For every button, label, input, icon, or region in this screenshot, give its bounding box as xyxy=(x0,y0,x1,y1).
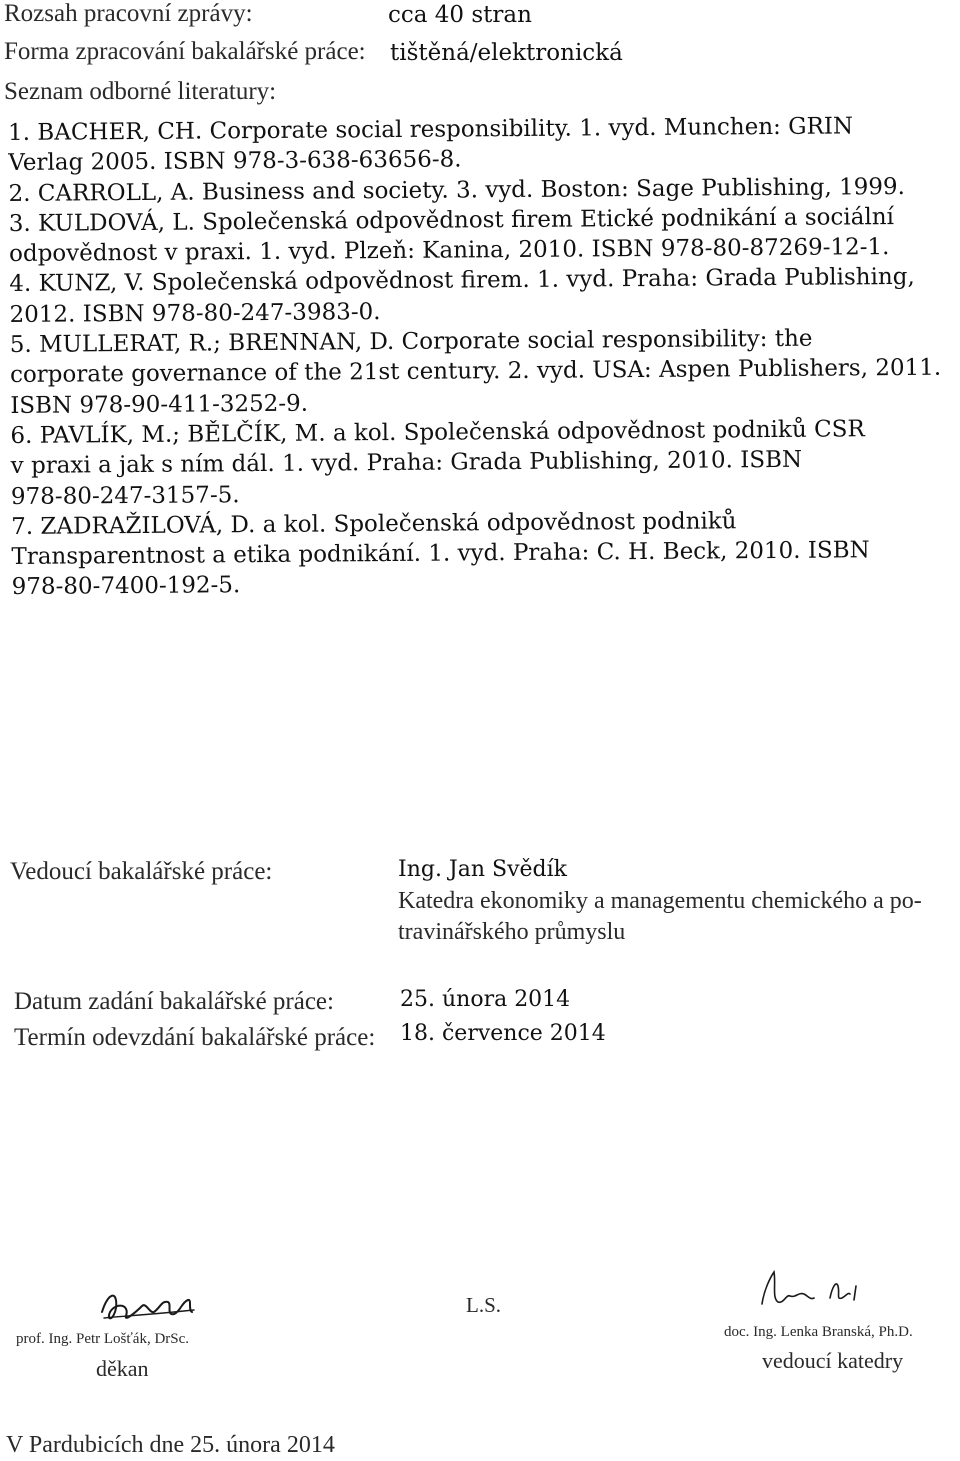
supervisor-label: Vedoucí bakalářské práce: xyxy=(10,858,273,885)
bibliography-line: 2012. ISBN 978-80-247-3983-0. xyxy=(9,298,381,328)
bibliography-line: 978-80-247-3157-5. xyxy=(10,481,240,510)
supervisor-department-line1: Katedra ekonomiky a managementu chemického a po- xyxy=(398,888,922,914)
scope-value: cca 40 stran xyxy=(388,2,532,28)
bibliography-line: 2. CARROLL, A. Business and society. 3. vyd. Boston: Sage Publishing, 1999. xyxy=(8,173,906,207)
deadline-value: 18. července 2014 xyxy=(400,1021,606,1046)
supervisor-department-line2: travinářského průmyslu xyxy=(398,919,626,945)
seal-mark: L.S. xyxy=(466,1293,502,1317)
assignment-date-value: 25. února 2014 xyxy=(400,987,571,1012)
bibliography-line: 1. BACHER, CH. Corporate social responsibility. 1. vyd. Munchen: GRIN xyxy=(8,113,854,146)
bibliography-line: 5. MULLERAT, R.; BRENNAN, D. Corporate social responsibility: the xyxy=(9,325,813,359)
bibliography-line: 7. ZADRAŽILOVÁ, D. a kol. Společenská odpovědnost podniků xyxy=(11,508,737,540)
department-head-title: vedoucí katedry xyxy=(762,1348,904,1373)
bibliography-line: 6. PAVLÍK, M.; BĚLČÍK, M. a kol. Společenská odpovědnost podniků CSR xyxy=(10,416,865,449)
assignment-date-label: Datum zadání bakalářské práce: xyxy=(14,988,334,1015)
bibliography-line: odpovědnost v praxi. 1. vyd. Plzeň: Kanina, 2010. ISBN 978-80-87269-12-1. xyxy=(8,234,890,268)
dean-name: prof. Ing. Petr Lošťák, DrSc. xyxy=(16,1331,190,1347)
form-value: tištěná/elektronická xyxy=(390,40,623,66)
dean-title: děkan xyxy=(96,1356,149,1381)
bibliography-line: v praxi a jak s ním dál. 1. vyd. Praha: Grada Publishing, 2010. ISBN xyxy=(10,447,803,480)
scope-label: Rozsah pracovní zprávy: xyxy=(4,0,253,27)
form-label: Forma zpracování bakalářské práce: xyxy=(4,38,366,65)
place-and-date: V Pardubicích dne 25. února 2014 xyxy=(6,1432,335,1458)
dean-signature xyxy=(96,1282,216,1332)
department-head-name: doc. Ing. Lenka Branská, Ph.D. xyxy=(724,1324,913,1340)
department-head-signature xyxy=(756,1264,866,1314)
supervisor-name: Ing. Jan Svědík xyxy=(398,857,567,882)
bibliography-line: corporate governance of the 21st century. 2. vyd. USA: Aspen Publishers, 2011. xyxy=(9,355,942,389)
literature-label: Seznam odborné literatury: xyxy=(4,78,277,105)
bibliography-line: Transparentnost a etika podnikání. 1. vyd. Praha: C. H. Beck, 2010. ISBN xyxy=(11,537,870,571)
bibliography-line: 4. KUNZ, V. Společenská odpovědnost firem. 1. vyd. Praha: Grada Publishing, xyxy=(9,264,915,298)
bibliography-line: 3. KULDOVÁ, L. Společenská odpovědnost firem Etické podnikání a sociální xyxy=(8,203,895,237)
bibliography-list xyxy=(8,111,942,603)
deadline-label: Termín odevzdání bakalářské práce: xyxy=(14,1024,376,1051)
bibliography-line: 978-80-7400-192-5. xyxy=(11,572,241,601)
bibliography-line: ISBN 978-90-411-3252-9. xyxy=(10,390,309,419)
bibliography-line: Verlag 2005. ISBN 978-3-638-63656-8. xyxy=(8,146,462,177)
